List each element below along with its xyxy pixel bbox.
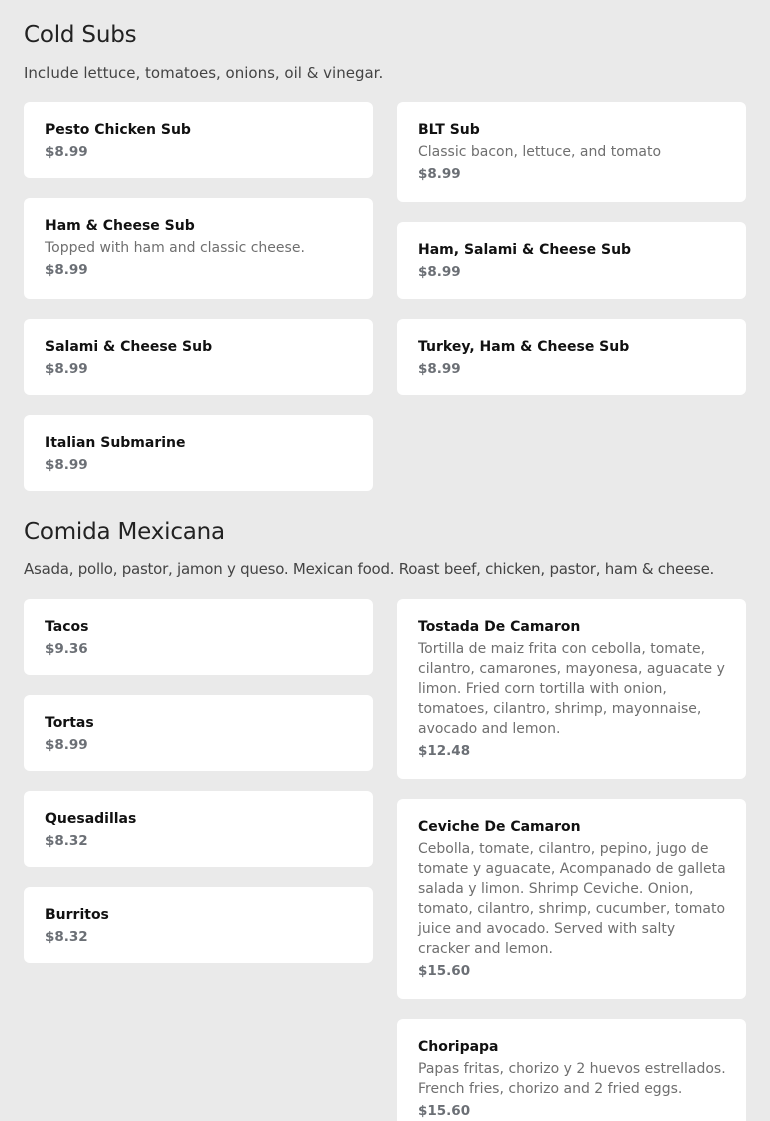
item-price: $9.36: [45, 641, 88, 657]
item-name: Ceviche De Camaron: [418, 819, 581, 835]
item-price: $12.48: [418, 743, 471, 759]
item-price: $8.32: [45, 929, 88, 945]
item-name: Salami & Cheese Sub: [45, 339, 213, 355]
item-price: $15.60: [418, 1103, 471, 1119]
item-price: $8.99: [45, 457, 88, 473]
item-name: Ham, Salami & Cheese Sub: [418, 242, 632, 258]
menu-item-choripapa[interactable]: [397, 1019, 746, 1121]
item-price: $8.99: [418, 264, 461, 280]
section-title-comida-mexicana: Comida Mexicana: [24, 519, 225, 545]
menu-item-tacos[interactable]: [24, 599, 373, 675]
menu-item-tostada-de-camaron[interactable]: [397, 599, 746, 779]
item-name: Pesto Chicken Sub: [45, 122, 191, 138]
item-price: $15.60: [418, 963, 471, 979]
section-description-cold-subs: Include lettuce, tomatoes, onions, oil & vinegar.: [24, 64, 384, 82]
item-name: Tacos: [45, 619, 89, 635]
item-name: Ham & Cheese Sub: [45, 218, 195, 234]
item-name: Tostada De Camaron: [418, 619, 581, 635]
menu-item-quesadillas[interactable]: [24, 791, 373, 867]
item-description: Topped with ham and classic cheese.: [45, 240, 305, 256]
item-price: $8.32: [45, 833, 88, 849]
item-description: Classic bacon, lettuce, and tomato: [418, 144, 662, 160]
menu-item-pesto-chicken-sub[interactable]: [24, 102, 373, 178]
menu-item-blt-sub[interactable]: [397, 102, 746, 202]
menu-item-salami-cheese-sub[interactable]: [24, 319, 373, 395]
item-name: Choripapa: [418, 1039, 499, 1055]
item-description: Cebolla, tomate, cilantro, pepino, jugo de tomate y aguacate, Acompanado de galleta salada y limon. Shrimp Ceviche. Onion, tomato, cilantro, shrimp, cucumber, tomato juice and avocado. Served with salty cracker and lemon.: [418, 841, 726, 957]
item-price: $8.99: [45, 262, 88, 278]
item-name: Turkey, Ham & Cheese Sub: [418, 339, 630, 355]
section-description-comida-mexicana: Asada, pollo, pastor, jamon y queso. Mexican food. Roast beef, chicken, pastor, ham & cheese.: [24, 560, 715, 578]
menu-item-ceviche-de-camaron[interactable]: [397, 799, 746, 999]
item-name: Quesadillas: [45, 811, 137, 827]
menu-item-ham-cheese-sub[interactable]: [24, 198, 373, 299]
menu-item-italian-submarine[interactable]: [24, 415, 373, 491]
item-description: Tortilla de maiz frita con cebolla, tomate, cilantro, camarones, mayonesa, aguacate y limon. Fried corn tortilla with onion, tomatoes, cilantro, shrimp, mayonnaise, avocado and lemon.: [418, 641, 725, 737]
item-price: $8.99: [45, 144, 88, 160]
menu-item-tortas[interactable]: [24, 695, 373, 771]
menu-item-burritos[interactable]: [24, 887, 373, 963]
menu-item-turkey-ham-cheese-sub[interactable]: [397, 319, 746, 395]
item-name: Italian Submarine: [45, 435, 186, 451]
item-name: Tortas: [45, 715, 94, 731]
item-price: $8.99: [45, 361, 88, 377]
item-description: Papas fritas, chorizo y 2 huevos estrellados. French fries, chorizo and 2 fried eggs.: [418, 1061, 726, 1097]
menu-item-ham-salami-cheese-sub[interactable]: [397, 222, 746, 299]
section-title-cold-subs: Cold Subs: [24, 22, 137, 48]
item-price: $8.99: [45, 737, 88, 753]
item-name: Burritos: [45, 907, 109, 923]
item-price: $8.99: [418, 166, 461, 182]
item-name: BLT Sub: [418, 122, 480, 138]
item-price: $8.99: [418, 361, 461, 377]
